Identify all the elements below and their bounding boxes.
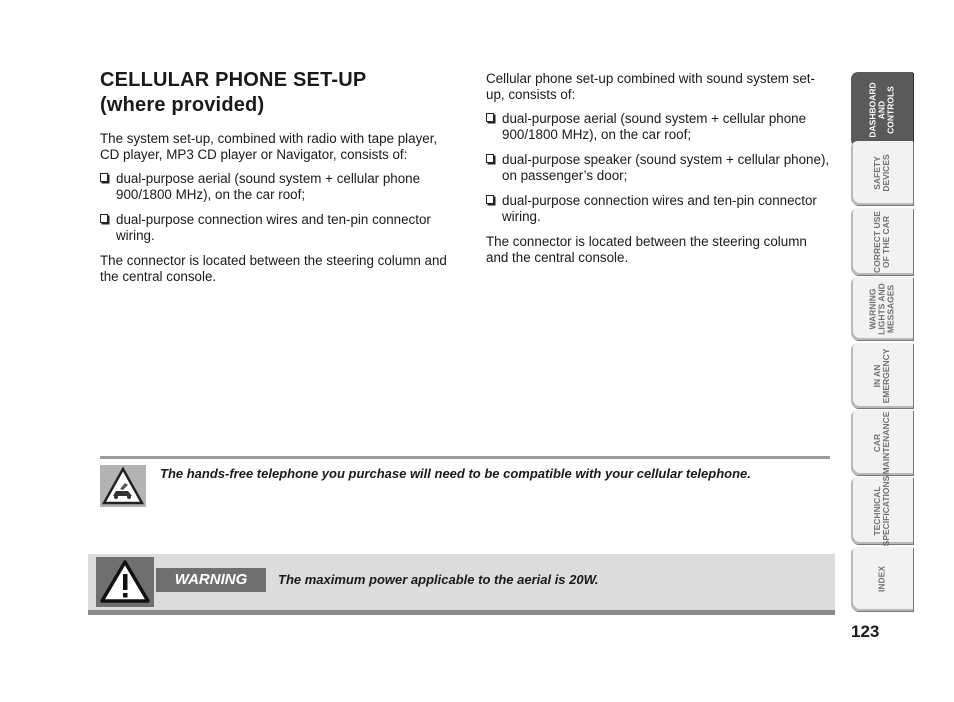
- list-item-text: dual-purpose aerial (sound system + cellular phone 900/1800 MHz), on the car roof;: [502, 111, 807, 142]
- list-item: [100, 171, 452, 203]
- tab-index[interactable]: [851, 547, 913, 611]
- section-title: [100, 68, 452, 118]
- list-item: [486, 111, 831, 143]
- tab-dashboard-and-controls[interactable]: [851, 72, 913, 147]
- hand-pointing-car-icon: [100, 465, 146, 507]
- warning-triangle-icon: [96, 557, 154, 607]
- list-item-text: dual-purpose speaker (sound system + cellular phone), on passenger’s door;: [502, 152, 830, 183]
- list-item: [486, 193, 831, 225]
- tab-label: CORRECT USE OF THE CAR: [872, 210, 891, 273]
- note-text: The hands-free telephone you purchase will need to be compatible with your cellular telephone.: [160, 466, 751, 481]
- list-item-text: dual-purpose connection wires and ten-pin connector wiring.: [116, 212, 431, 243]
- right-outro: The connector is located between the steering column and the central console.: [486, 234, 807, 265]
- tab-technical-specifications[interactable]: [851, 477, 913, 544]
- warning-box: [88, 554, 835, 610]
- left-intro: The system set-up, combined with radio with tape player, CD player, MP3 CD player or Navigator, consists of:: [100, 131, 438, 162]
- tab-in-an-emergency[interactable]: [851, 343, 913, 408]
- checkbox-bullet-icon: [486, 195, 494, 204]
- section-title-line2: (where provided): [100, 94, 265, 116]
- right-bullet-list: [486, 111, 831, 225]
- tab-safety-devices[interactable]: [851, 141, 913, 205]
- tab-warning-lights-and-messages[interactable]: [851, 277, 913, 340]
- note-divider: [100, 456, 830, 459]
- warning-box-shadow: [88, 610, 835, 615]
- warning-label: WARNING: [156, 568, 266, 592]
- section-title-line1: CELLULAR PHONE SET-UP: [100, 69, 367, 91]
- tab-label: INDEX: [876, 566, 887, 592]
- tab-label: CAR MAINTENANCE: [872, 411, 891, 474]
- tab-correct-use-of-the-car[interactable]: [851, 208, 913, 275]
- checkbox-bullet-icon: [100, 173, 108, 182]
- list-item: [100, 212, 452, 244]
- right-intro: Cellular phone set-up combined with sound system set-up, consists of:: [486, 71, 815, 102]
- tab-label: WARNING LIGHTS AND MESSAGES: [867, 282, 896, 335]
- right-column: [486, 71, 831, 274]
- left-outro: The connector is located between the steering column and the central console.: [100, 253, 447, 284]
- tab-label: DASHBOARD AND CONTROLS: [867, 81, 896, 138]
- tab-label: IN AN EMERGENCY: [872, 348, 891, 403]
- tab-label: TECHNICAL SPECIFICATIONS: [872, 475, 891, 546]
- checkbox-bullet-icon: [486, 113, 494, 122]
- checkbox-bullet-icon: [100, 214, 108, 223]
- tab-car-maintenance[interactable]: [851, 410, 913, 475]
- list-item-text: dual-purpose aerial (sound system + cellular phone 900/1800 MHz), on the car roof;: [116, 171, 421, 202]
- list-item: [486, 152, 831, 184]
- checkbox-bullet-icon: [486, 154, 494, 163]
- warning-text: The maximum power applicable to the aerial is 20W.: [278, 572, 599, 587]
- list-item-text: dual-purpose connection wires and ten-pin connector wiring.: [502, 193, 817, 224]
- left-column: [100, 68, 452, 293]
- left-bullet-list: [100, 171, 452, 244]
- page-number: 123: [851, 622, 880, 641]
- tab-label: SAFETY DEVICES: [872, 154, 891, 192]
